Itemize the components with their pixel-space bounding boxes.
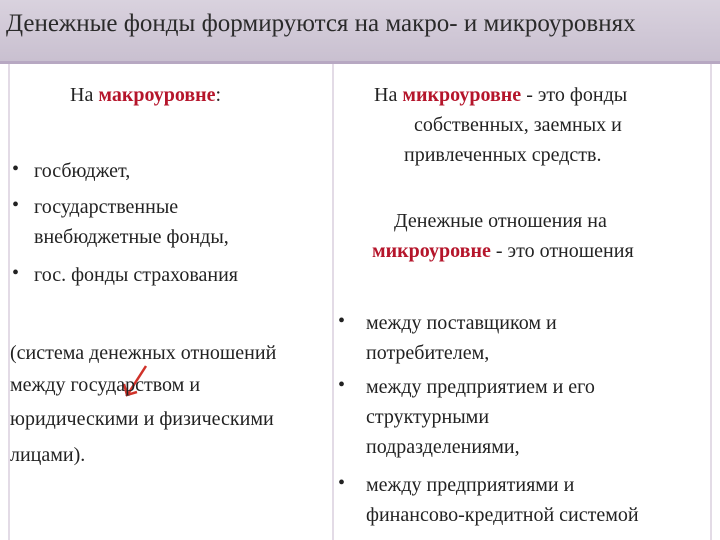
macro-bullet-1: госбюджет, <box>34 160 131 182</box>
micro-bullet-3-line-1: между предприятиями и <box>366 474 575 496</box>
micro-relations-highlight: микроуровне <box>372 240 491 262</box>
macro-note-line-2: между государством и <box>10 374 201 396</box>
micro-intro-rest: - это фонды <box>521 84 628 106</box>
bullet-icon: • <box>12 194 20 216</box>
macro-heading-highlight: макроуровне <box>98 84 216 106</box>
micro-intro-prefix: На <box>374 84 403 106</box>
bullet-icon: • <box>338 374 346 396</box>
micro-intro-highlight: микроуровне <box>402 84 522 106</box>
title-bar <box>0 0 720 64</box>
micro-intro-line-1 <box>374 82 627 108</box>
micro-relations-line-1: Денежные отношения на <box>394 210 607 232</box>
macro-heading <box>70 82 221 108</box>
micro-bullet-2-line-1: между предприятием и его <box>366 376 595 398</box>
macro-bullet-3: гос. фонды страхования <box>34 264 238 286</box>
macro-bullet-2-line-2: внебюджетные фонды, <box>34 226 229 248</box>
bullet-icon: • <box>12 262 20 284</box>
macro-heading-suffix: : <box>215 84 222 106</box>
macro-column <box>8 64 334 540</box>
bullet-icon: • <box>338 472 346 494</box>
micro-intro-line-3: привлеченных средств. <box>404 144 602 166</box>
micro-bullet-1-line-1: между поставщиком и <box>366 312 557 334</box>
micro-relations-rest: - это отношения <box>490 240 634 262</box>
macro-note-line-4: лицами). <box>10 444 86 466</box>
micro-column <box>334 64 712 540</box>
macro-note-line-1: (система денежных отношений <box>10 342 277 364</box>
micro-intro-line-2: собственных, заемных и <box>414 114 622 136</box>
bullet-icon: • <box>338 310 346 332</box>
micro-bullet-2-line-2: структурными <box>366 406 490 428</box>
macro-note-line-3: юридическими и физическими <box>10 408 274 430</box>
macro-bullet-2-line-1: государственные <box>34 196 179 218</box>
bullet-icon: • <box>12 158 20 180</box>
micro-bullet-2-line-3: подразделениями, <box>366 436 520 458</box>
micro-relations-line-2 <box>372 238 634 264</box>
micro-bullet-1-line-2: потребителем, <box>366 342 490 364</box>
micro-bullet-3-line-2: финансово-кредитной системой <box>366 504 639 526</box>
macro-heading-prefix: На <box>70 84 99 106</box>
slide-title: Денежные фонды формируются на макро- и микроуровнях <box>6 10 636 37</box>
